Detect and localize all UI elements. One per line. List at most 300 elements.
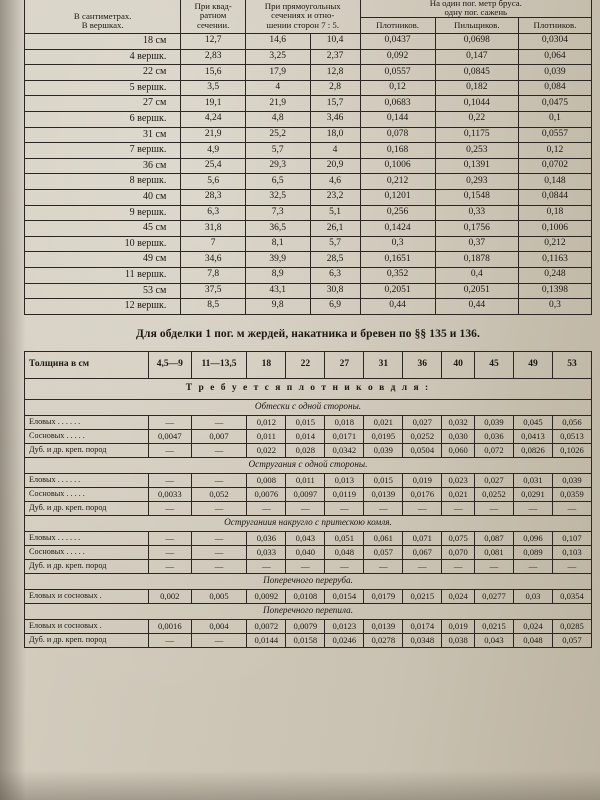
cell-value: 0,168 (360, 143, 435, 159)
section-caption: Для обделки 1 пог. м жердей, накатника и бревен по §§ 135 и 136. (136, 327, 480, 340)
cell-value: — (474, 501, 513, 515)
cell-value: 0,043 (286, 531, 325, 545)
row-label: 40 см (25, 190, 181, 206)
cell-value: — (247, 559, 286, 573)
cell-value: 0,1026 (552, 443, 591, 457)
cell-value: — (149, 559, 192, 573)
table-row (25, 34, 592, 50)
cell-value: — (442, 501, 475, 515)
cell-value: 0,0119 (325, 487, 364, 501)
cell-value: 0,144 (360, 112, 435, 128)
cell-value: 20,9 (310, 158, 360, 174)
cell-value: 0,0826 (513, 443, 552, 457)
table-row (25, 65, 592, 81)
row-label: 9 вершк. (25, 205, 181, 221)
cell-value: 2,83 (181, 49, 246, 65)
cell-value: 4,24 (181, 112, 246, 128)
cell-value: 32,5 (245, 190, 310, 206)
cell-value: 0,060 (442, 443, 475, 457)
cell-value: — (149, 501, 192, 515)
cell-value: — (513, 501, 552, 515)
cell-value: 28,5 (310, 252, 360, 268)
row-label: 22 см (25, 65, 181, 81)
cell-value: 0,103 (552, 545, 591, 559)
cell-value: 0,057 (552, 633, 591, 647)
cell-value: 0,008 (247, 473, 286, 487)
cell-value: 4,6 (310, 174, 360, 190)
cell-value: 0,0246 (325, 633, 364, 647)
cell-value: — (286, 559, 325, 573)
group-subtitle-row (25, 603, 592, 619)
cell-value: 0,081 (474, 545, 513, 559)
cell-value: 0,0072 (247, 619, 286, 633)
cell-value: 0,011 (247, 429, 286, 443)
table-row (25, 473, 592, 487)
row-label: 7 вершк. (25, 143, 181, 159)
cell-value: 0,0047 (149, 429, 192, 443)
cell-value: 0,0079 (286, 619, 325, 633)
row-label: 31 см (25, 127, 181, 143)
cell-value: 0,0304 (518, 34, 591, 50)
cell-value: 0,0291 (513, 487, 552, 501)
cell-value: 0,1 (518, 112, 591, 128)
cell-value: 34,6 (181, 252, 246, 268)
thickness-value: 36 (403, 351, 442, 378)
cell-value: 0,0277 (474, 589, 513, 603)
cell-value: 0,33 (435, 205, 518, 221)
header-per-length-line1: На один пог. метр бруса. (429, 0, 522, 8)
cell-value: 0,038 (442, 633, 475, 647)
cell-value: 0,248 (518, 267, 591, 283)
cell-value: 5,1 (310, 205, 360, 221)
cell-value: 4,9 (181, 143, 246, 159)
table-row (25, 487, 592, 501)
cell-value: 6,3 (181, 205, 246, 221)
cell-value: 0,3 (360, 236, 435, 252)
header-rect-section (245, 0, 360, 34)
cell-value: 0,024 (513, 619, 552, 633)
cell-value: 0,1391 (435, 158, 518, 174)
row-label: 10 вершк. (25, 236, 181, 252)
cell-value: 0,039 (518, 65, 591, 81)
cell-value: 19,1 (181, 96, 246, 112)
cell-value: 0,2051 (360, 283, 435, 299)
cell-value: 28,3 (181, 190, 246, 206)
cell-value: — (364, 501, 403, 515)
cell-value: 0,0557 (518, 127, 591, 143)
pole-log-labor-table (24, 351, 592, 648)
thickness-value: 22 (286, 351, 325, 378)
table-row (25, 559, 592, 573)
cell-value: 23,2 (310, 190, 360, 206)
cell-value: 0,0342 (325, 443, 364, 457)
cell-value: 0,1175 (435, 127, 518, 143)
cell-value: 0,084 (518, 80, 591, 96)
cell-value: 0,005 (191, 589, 247, 603)
thickness-header: Толщина в см (25, 351, 149, 378)
cell-value: 3,5 (181, 80, 246, 96)
beam-labor-table (24, 0, 592, 315)
thickness-value: 40 (442, 351, 475, 378)
cell-value: 0,015 (286, 415, 325, 429)
cell-value: 0,089 (513, 545, 552, 559)
cell-value: 14,6 (245, 34, 310, 50)
cell-value: 0,0475 (518, 96, 591, 112)
cell-value: 36,5 (245, 221, 310, 237)
table-row (25, 619, 592, 633)
cell-value: 31,8 (181, 221, 246, 237)
cell-value: 8,1 (245, 236, 310, 252)
table-row (25, 174, 592, 190)
cell-value: 0,031 (513, 473, 552, 487)
cell-value: 5,7 (245, 143, 310, 159)
cell-value: 0,078 (360, 127, 435, 143)
cell-value: 0,021 (364, 415, 403, 429)
cell-value: — (149, 443, 192, 457)
table-row (25, 49, 592, 65)
cell-value: 12,8 (310, 65, 360, 81)
table2-thickness-row (25, 351, 592, 378)
cell-value: 0,0557 (360, 65, 435, 81)
table-row (25, 283, 592, 299)
header-sub-sawyers: Пильщиков. (435, 18, 518, 34)
cell-value: 0,4 (435, 267, 518, 283)
row-label: Еловых и сосновых . (25, 589, 149, 603)
cell-value: 0,030 (442, 429, 475, 443)
table-row (25, 80, 592, 96)
row-label: 53 см (25, 283, 181, 299)
group-subtitle-row (25, 515, 592, 531)
table-row (25, 267, 592, 283)
cell-value: 0,024 (442, 589, 475, 603)
cell-value: 0,12 (360, 80, 435, 96)
cell-value: 0,0108 (286, 589, 325, 603)
row-label: Сосновых . . . . . (25, 429, 149, 443)
header-square-section (181, 0, 246, 34)
row-label: 6 вершк. (25, 112, 181, 128)
table-row (25, 252, 592, 268)
table1-header-row-top (25, 0, 592, 18)
table-row (25, 143, 592, 159)
cell-value: 0,148 (518, 174, 591, 190)
cell-value: 0,1006 (360, 158, 435, 174)
cell-value: 0,352 (360, 267, 435, 283)
header-size-line1: В сантиметрах. (73, 10, 132, 21)
cell-value: 0,028 (286, 443, 325, 457)
cell-value: 15,6 (181, 65, 246, 81)
table-row (25, 545, 592, 559)
cell-value: — (513, 559, 552, 573)
cell-value: 0,0154 (325, 589, 364, 603)
cell-value: 0,052 (191, 487, 247, 501)
cell-value: 0,0144 (247, 633, 286, 647)
cell-value: 0,0033 (149, 487, 192, 501)
cell-value: 0,1548 (435, 190, 518, 206)
cell-value: 25,2 (245, 127, 310, 143)
row-label: Еловых . . . . . . (25, 415, 149, 429)
table-row (25, 158, 592, 174)
table-row (25, 443, 592, 457)
cell-value: 0,033 (247, 545, 286, 559)
header-square-line3: сечении. (196, 19, 230, 30)
header-per-length-line2: одну пог. сажень (444, 7, 508, 18)
cell-value: 26,1 (310, 221, 360, 237)
header-square-line1: При квад- (194, 1, 232, 12)
cell-value: 0,18 (518, 205, 591, 221)
cell-value: 8,9 (245, 267, 310, 283)
cell-value: — (149, 633, 192, 647)
cell-value: 0,002 (149, 589, 192, 603)
cell-value: 0,032 (442, 415, 475, 429)
table-row (25, 633, 592, 647)
thickness-value: 27 (325, 351, 364, 378)
cell-value: 7 (181, 236, 246, 252)
cell-value: — (191, 415, 247, 429)
cell-value: — (364, 559, 403, 573)
cell-value: 0,072 (474, 443, 513, 457)
cell-value: — (286, 501, 325, 515)
cell-value: 0,040 (286, 545, 325, 559)
table-row (25, 429, 592, 443)
cell-value: 0,075 (442, 531, 475, 545)
cell-value: 2,37 (310, 49, 360, 65)
cell-value: 4 (245, 80, 310, 96)
cell-value: 0,0844 (518, 190, 591, 206)
cell-value: 0,182 (435, 80, 518, 96)
cell-value: 0,0513 (552, 429, 591, 443)
cell-value: 0,1878 (435, 252, 518, 268)
cell-value: 0,253 (435, 143, 518, 159)
row-label: 49 см (25, 252, 181, 268)
cell-value: 0,070 (442, 545, 475, 559)
page-bottom-shadow (0, 770, 600, 800)
table-row (25, 299, 592, 315)
cell-value: 0,0252 (403, 429, 442, 443)
cell-value: 0,027 (474, 473, 513, 487)
cell-value: 0,036 (247, 531, 286, 545)
cell-value: 0,1651 (360, 252, 435, 268)
cell-value: 0,039 (364, 443, 403, 457)
cell-value: 0,027 (403, 415, 442, 429)
thickness-value: 18 (247, 351, 286, 378)
cell-value: 0,44 (360, 299, 435, 315)
cell-value: 7,3 (245, 205, 310, 221)
cell-value: 0,0097 (286, 487, 325, 501)
header-size-line2: В вершках. (81, 20, 124, 31)
cell-value: 0,0285 (552, 619, 591, 633)
cell-value: 0,011 (286, 473, 325, 487)
group-subtitle: Остругания с одной стороны. (25, 457, 592, 473)
thickness-value: 49 (513, 351, 552, 378)
cell-value: — (149, 531, 192, 545)
cell-value: — (474, 559, 513, 573)
cell-value: — (191, 545, 247, 559)
cell-value: 0,1163 (518, 252, 591, 268)
cell-value: 0,0504 (403, 443, 442, 457)
row-label: 5 вершк. (25, 80, 181, 96)
cell-value: 15,7 (310, 96, 360, 112)
cell-value: 0,44 (435, 299, 518, 315)
cell-value: 0,092 (360, 49, 435, 65)
row-label: Еловых . . . . . . (25, 473, 149, 487)
cell-value: 0,061 (364, 531, 403, 545)
cell-value: 0,293 (435, 174, 518, 190)
cell-value: 0,043 (474, 633, 513, 647)
cell-value: — (149, 545, 192, 559)
cell-value: 0,0158 (286, 633, 325, 647)
cell-value: 0,256 (360, 205, 435, 221)
cell-value: 0,0215 (403, 589, 442, 603)
row-label: 45 см (25, 221, 181, 237)
cell-value: — (191, 559, 247, 573)
cell-value: 0,0139 (364, 619, 403, 633)
cell-value: — (191, 531, 247, 545)
cell-value: — (442, 559, 475, 573)
cell-value: 0,0354 (552, 589, 591, 603)
cell-value: — (325, 501, 364, 515)
cell-value: — (149, 473, 192, 487)
cell-value: 0,22 (435, 112, 518, 128)
thickness-value: 11—13,5 (191, 351, 247, 378)
cell-value: 0,147 (435, 49, 518, 65)
cell-value: 6,9 (310, 299, 360, 315)
header-size-cell (25, 0, 181, 34)
cell-value: 0,212 (360, 174, 435, 190)
cell-value: 0,0174 (403, 619, 442, 633)
cell-value: 0,048 (513, 633, 552, 647)
header-sub-carpenters-2: Плотников. (518, 18, 591, 34)
cell-value: 2,8 (310, 80, 360, 96)
cell-value: 0,0195 (364, 429, 403, 443)
cell-value: 5,7 (310, 236, 360, 252)
table-row (25, 127, 592, 143)
cell-value: — (403, 559, 442, 573)
cell-value: 0,071 (403, 531, 442, 545)
cell-value: 0,0683 (360, 96, 435, 112)
cell-value: 3,25 (245, 49, 310, 65)
header-rect-line1: При прямоугольных (264, 1, 341, 12)
cell-value: 4,8 (245, 112, 310, 128)
thickness-value: 45 (474, 351, 513, 378)
page-content (24, 0, 592, 648)
row-label: 12 вершк. (25, 299, 181, 315)
cell-value: 6,5 (245, 174, 310, 190)
cell-value: 0,1006 (518, 221, 591, 237)
cell-value: — (191, 473, 247, 487)
cell-value: 5,6 (181, 174, 246, 190)
cell-value: 0,064 (518, 49, 591, 65)
cell-value: 0,0215 (474, 619, 513, 633)
table-row (25, 221, 592, 237)
cell-value: 0,013 (325, 473, 364, 487)
cell-value: 8,5 (181, 299, 246, 315)
cell-value: 0,057 (364, 545, 403, 559)
cell-value: 0,37 (435, 236, 518, 252)
cell-value: 0,03 (513, 589, 552, 603)
group-subtitle: Обтески с одной стороны. (25, 399, 592, 415)
cell-value: 7,8 (181, 267, 246, 283)
table1-body (25, 34, 592, 315)
group-subtitle: Поперечного перерубa. (25, 573, 592, 589)
row-label: 36 см (25, 158, 181, 174)
row-label: 27 см (25, 96, 181, 112)
cell-value: 0,0437 (360, 34, 435, 50)
cell-value: 0,0092 (247, 589, 286, 603)
cell-value: 0,0171 (325, 429, 364, 443)
row-label: Дуб. и др. креп. пород (25, 559, 149, 573)
cell-value: 0,0016 (149, 619, 192, 633)
table-row (25, 531, 592, 545)
cell-value: 43,1 (245, 283, 310, 299)
table2-span-title-row (25, 378, 592, 399)
cell-value: 0,036 (474, 429, 513, 443)
cell-value: 0,021 (442, 487, 475, 501)
table2-body (25, 378, 592, 647)
cell-value: 0,0278 (364, 633, 403, 647)
page-edge-shadow (0, 0, 26, 800)
group-subtitle: Оструганиия накругло с притескою комля. (25, 515, 592, 531)
group-subtitle-row (25, 457, 592, 473)
cell-value: 0,1398 (518, 283, 591, 299)
cell-value: 0,0413 (513, 429, 552, 443)
cell-value: 0,0139 (364, 487, 403, 501)
cell-value: 0,012 (247, 415, 286, 429)
thickness-value: 53 (552, 351, 591, 378)
cell-value: 0,087 (474, 531, 513, 545)
table-row (25, 501, 592, 515)
cell-value: 6,3 (310, 267, 360, 283)
cell-value: 0,022 (247, 443, 286, 457)
cell-value: — (552, 501, 591, 515)
cell-value: 21,9 (181, 127, 246, 143)
table-row (25, 205, 592, 221)
cell-value: 0,0176 (403, 487, 442, 501)
cell-value: 21,9 (245, 96, 310, 112)
cell-value: — (191, 633, 247, 647)
cell-value: 0,0179 (364, 589, 403, 603)
cell-value: 0,014 (286, 429, 325, 443)
row-label: Дуб. и др. креп. пород (25, 443, 149, 457)
cell-value: 0,0076 (247, 487, 286, 501)
cell-value: 0,045 (513, 415, 552, 429)
cell-value: 0,0252 (474, 487, 513, 501)
table-row (25, 236, 592, 252)
cell-value: 0,019 (403, 473, 442, 487)
cell-value: — (325, 559, 364, 573)
cell-value: 0,039 (474, 415, 513, 429)
cell-value: 0,0348 (403, 633, 442, 647)
cell-value: 0,0359 (552, 487, 591, 501)
cell-value: 0,004 (191, 619, 247, 633)
cell-value: 0,0702 (518, 158, 591, 174)
cell-value: — (552, 559, 591, 573)
requires-carpenters-title: Т р е б у е т с я п л о т н и к о в д л я : (25, 378, 592, 399)
cell-value: — (191, 443, 247, 457)
cell-value: 0,2051 (435, 283, 518, 299)
cell-value: 0,1044 (435, 96, 518, 112)
header-sub-carpenters-1: Плотников. (360, 18, 435, 34)
header-rect-line3: шении сторон 7 : 5. (266, 19, 340, 30)
cell-value: 0,039 (552, 473, 591, 487)
table-row (25, 96, 592, 112)
row-label: Сосновых . . . . . (25, 487, 149, 501)
cell-value: 29,3 (245, 158, 310, 174)
cell-value: 0,051 (325, 531, 364, 545)
cell-value: 0,1756 (435, 221, 518, 237)
thickness-value: 31 (364, 351, 403, 378)
row-label: Еловых . . . . . . (25, 531, 149, 545)
row-label: Дуб. и др. креп. пород (25, 501, 149, 515)
